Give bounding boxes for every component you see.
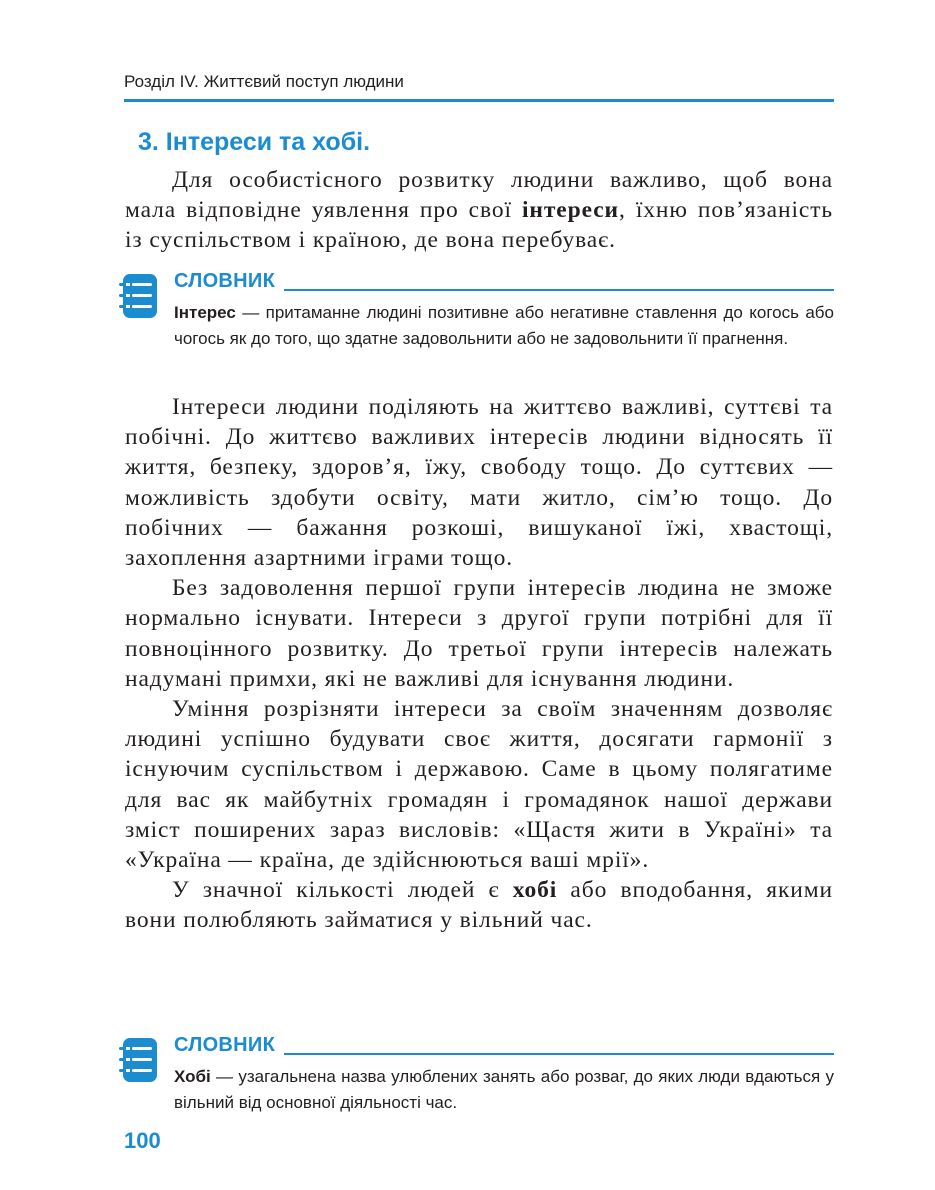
intro-bold-term: інтереси — [521, 197, 619, 224]
main-text — [125, 392, 833, 936]
glossary-label: СЛОВНИК — [174, 1034, 276, 1056]
header-divider — [124, 99, 834, 102]
glossary-term: Інтерес — [174, 303, 236, 322]
glossary-divider — [284, 1053, 834, 1055]
paragraph-hobby — [125, 875, 833, 935]
section-title: 3. Інтереси та хобі. — [138, 128, 371, 156]
glossary-definition-text: — притаманне людині позитивне або негативне ставлення до когось або чогось як до того, що здатне задовольнити або не задовольнити її прагнення. — [174, 303, 834, 348]
hobby-text-start: У значної кількості людей є — [172, 877, 513, 904]
notebook-icon — [118, 1038, 160, 1082]
hobby-text-end: або вподобання, якими вони полюбляють займатися у вільний час. — [125, 877, 833, 934]
intro-text-end: , їхню пов’язаність із суспільством і країною, де вона перебуває. — [125, 197, 833, 254]
page-number: 100 — [124, 1128, 161, 1153]
glossary-term: Хобі — [174, 1067, 211, 1086]
notebook-icon — [118, 274, 160, 318]
glossary-definition-text: — узагальнена назва улюблених занять або розваг, до яких люди вдаються у вільний від основної діяльності час. — [174, 1067, 834, 1112]
paragraph-interest-groups: Без задоволення першої групи інтересів людина не зможе нормально існувати. Інтереси з другої групи потрібні для її повноцінного розвитку. До третьої групи інтересів належать надумані примхи, які не важливі для існування людини. — [125, 575, 833, 692]
glossary-label: СЛОВНИК — [174, 270, 276, 292]
hobby-bold-term: хобі — [512, 877, 558, 904]
running-head: Розділ IV. Життєвий поступ людини — [124, 72, 404, 91]
glossary-box-hobby — [118, 1034, 834, 1118]
intro-paragraph-block — [125, 165, 833, 256]
glossary-divider — [284, 289, 834, 291]
glossary-box-interest — [118, 270, 834, 380]
intro-paragraph — [125, 165, 833, 256]
paragraph-interest-meaning: Уміння розрізняти інтереси за своїм значенням дозволяє людині успішно будувати своє життя, досягати гармонії з існуючим суспільством і державою. Саме в цьому полягатиме для вас як майбутніх громадян і громадянок нашої держави зміст поширених зараз висловів: «Щастя жити в Україні» та «Україна — країна, де здійснюються ваші мрії». — [125, 696, 833, 874]
glossary-definition — [174, 1064, 834, 1116]
intro-text-start: Для особистісного розвитку людини важливо, щоб вона мала відповідне уявлення про свої — [125, 167, 833, 224]
paragraph-interest-types: Інтереси людини поділяють на життєво важливі, суттєві та побічні. До життєво важливих інтересів людини відносять її життя, безпеку, здоров’я, їжу, свободу тощо. До суттєвих — можливість здобути освіту, мати житло, сім’ю тощо. До побічних — бажання розкоші, вишуканої їжі, хвастощі, захоплення азартними іграми тощо. — [125, 394, 833, 572]
glossary-definition — [174, 300, 834, 352]
